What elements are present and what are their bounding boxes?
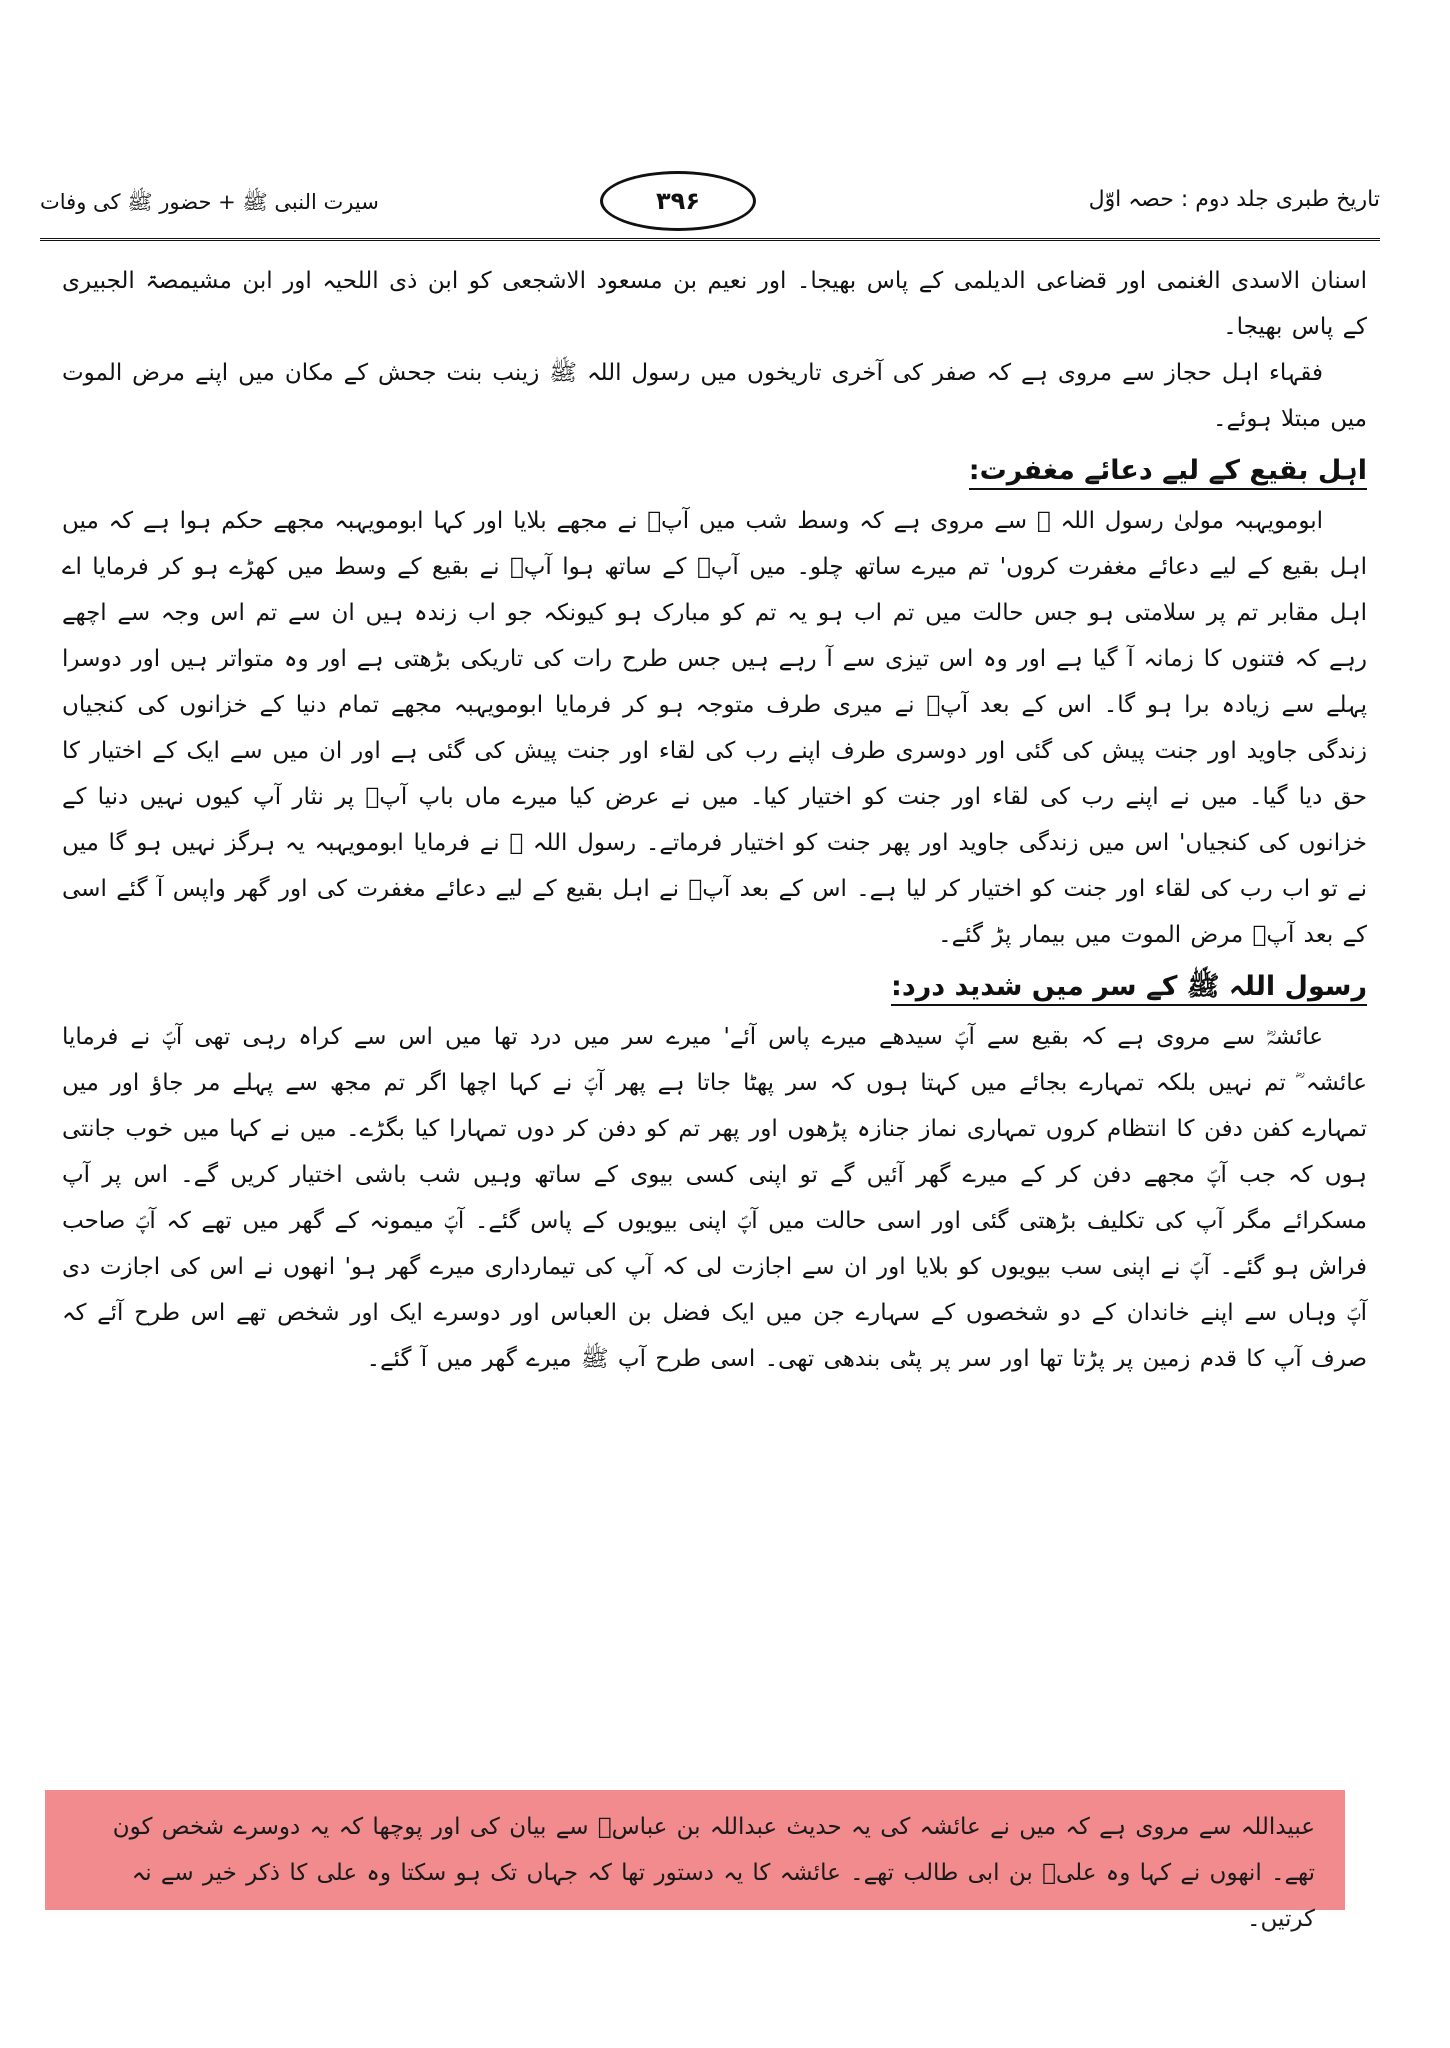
highlighted-passage (45, 1790, 1345, 1932)
section-title: سیرت النبی ﷺ + حضور ﷺ کی وفات (40, 190, 379, 214)
book-title: تاریخ طبری جلد دوم : حصہ اوّل (1088, 187, 1380, 212)
page-body (62, 258, 1367, 1382)
header-divider (40, 238, 1380, 241)
paragraph: عائشہؓ سے مروی ہے کہ بقیع سے آپؐ سیدھے میرے پاس آئے' میرے سر میں درد تھا میں اس سے کراہ رہی تھی آپؐ نے فرمایا عائشہ ؓ تم نہیں بلکہ تمہارے بجائے میں کہتا ہوں کہ سر پھٹا جاتا ہے پھر آپؐ نے کہا اچھا اگر تم مجھ سے پہلے مر جاؤ اور میں تمہارے کفن دفن کا انتظام کروں تمہاری نماز جنازہ پڑھوں اور پھر تم کو دفن کر دوں تمہارا کیا بگڑے۔ میں نے کہا میں خوب جانتی ہوں کہ جب آپؐ مجھے دفن کر کے میرے گھر آئیں گے تو اپنی کسی بیوی کے ساتھ وہیں شب باشی اختیار کریں گے۔ اس پر آپ مسکرائے مگر آپ کی تکلیف بڑھتی گئی اور اسی حالت میں آپؐ اپنی بیویوں کے پاس گئے۔ آپؐ میمونہ کے گھر میں تھے کہ آپؐ صاحب فراش ہو گئے۔ آپؐ نے اپنی سب بیویوں کو بلایا اور ان سے اجازت لی کہ آپ کی تیمارداری میرے گھر ہو' انھوں نے اس کی اجازت دی آپؐ وہاں سے اپنے خاندان کے دو شخصوں کے سہارے جن میں ایک فضل بن العباس اور دوسرے ایک اور شخص تھے اس طرح آئے کہ صرف آپ کا قدم زمین پر پڑتا تھا اور سر پر پٹی بندھی تھی۔ اسی طرح آپ ﷺ میرے گھر میں آ گئے۔ (62, 1024, 1367, 1372)
highlighted-text: عبیداللہ سے مروی ہے کہ میں نے عائشہ کی یہ حدیث عبداللہ بن عباسؓ سے بیان کی اور پوچھا کہ یہ دوسرے شخص کون تھے۔ انھوں نے کہا وہ علیؓ بن ابی طالب تھے۔ عائشہ کا یہ دستور تھا کہ جہاں تک ہو سکتا وہ علی کا ذکر خیر سے نہ کرتیں۔ (112, 1814, 1315, 1932)
section-heading-text: رسول اللہ ﷺ کے سر میں شدید درد: (891, 971, 1367, 1006)
page-number: ۳۹۶ (600, 171, 756, 231)
section-heading (62, 962, 1367, 1012)
section-heading-text: اہل بقیع کے لیے دعائے مغفرت: (969, 455, 1367, 490)
paragraph: ابومویہبہ مولیٰ رسول اللہ ﷺ سے مروی ہے کہ وسط شب میں آپؐ نے مجھے بلایا اور کہا ابومویہبہ مجھے حکم ہوا ہے کہ میں اہل بقیع کے لیے دعائے مغفرت کروں' تم میرے ساتھ چلو۔ میں آپؐ کے ساتھ ہوا آپؐ نے بقیع کے وسط میں کھڑے ہو کر فرمایا اے اہل مقابر تم پر سلامتی ہو جس حالت میں تم اب ہو یہ تم کو مبارک ہو کیونکہ جو اب زندہ ہیں ان سے تم اس وجہ سے اچھے رہے کہ فتنوں کا زمانہ آ گیا ہے اور وہ اس تیزی سے آ رہے ہیں جس طرح رات کی تاریکی بڑھتی ہے اور وہ متواتر ہیں اور دوسرا پہلے سے زیادہ برا ہو گا۔ اس کے بعد آپؐ نے میری طرف متوجہ ہو کر فرمایا ابومویہبہ مجھے تمام دنیا کے خزانوں کی کنجیاں زندگی جاوید اور جنت پیش کی گئی اور دوسری طرف اپنے رب کی لقاء اور جنت پیش کی گئی ہے اور ان میں سے ایک کے اختیار کا حق دیا گیا۔ میں نے اپنے رب کی لقاء اور جنت کو اختیار کیا۔ میں نے عرض کیا میرے ماں باپ آپؐ پر نثار آپ کیوں نہیں دنیا کے خزانوں کی کنجیاں' اس میں زندگی جاوید اور پھر جنت کو اختیار فرماتے۔ رسول اللہ ﷺ نے فرمایا ابومویہبہ یہ ہرگز نہیں ہو گا میں نے تو اب رب کی لقاء اور جنت کو اختیار کر لیا ہے۔ اس کے بعد آپؐ نے اہل بقیع کے لیے دعائے مغفرت کی اور گھر واپس آ گئے اسی کے بعد آپؐ مرض الموت میں بیمار پڑ گئے۔ (62, 508, 1367, 948)
paragraph: فقہاء اہل حجاز سے مروی ہے کہ صفر کی آخری تاریخوں میں رسول اللہ ﷺ زینب بنت جحش کے مکان میں اپنے مرض الموت میں مبتلا ہوئے۔ (62, 360, 1367, 432)
paragraph: اسنان الاسدی الغنمی اور قضاعی الدیلمی کے پاس بھیجا۔ اور نعیم بن مسعود الاشجعی کو ابن ذی اللحیہ اور ابن مشیمصۃ الجبیری کے پاس بھیجا۔ (62, 268, 1367, 340)
page-header (40, 165, 1380, 243)
section-heading (62, 446, 1367, 496)
